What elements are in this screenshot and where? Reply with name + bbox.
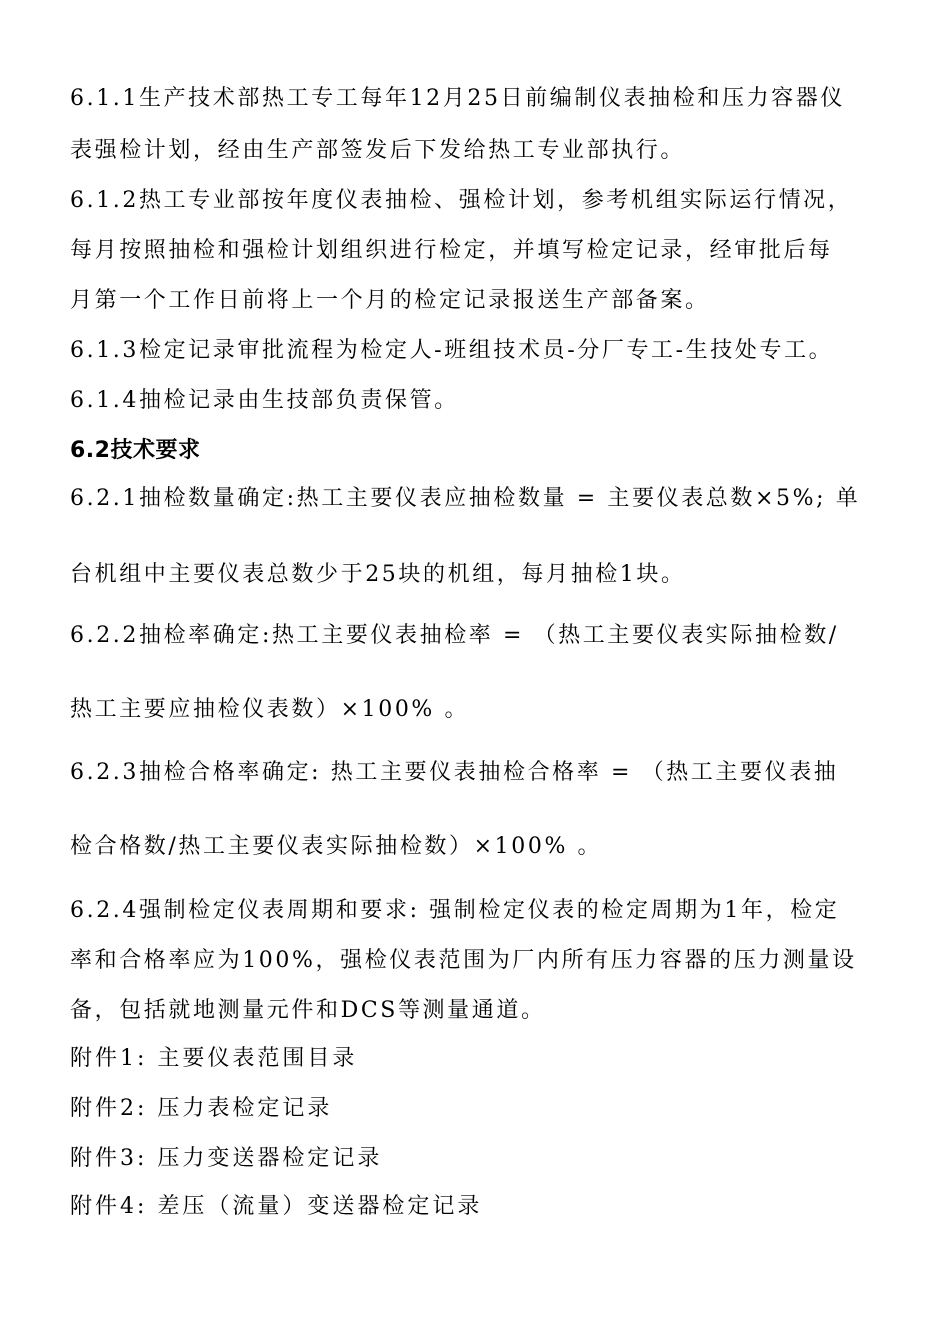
paragraph-6-1-2-line-3: 月第一个工作日前将上一个月的检定记录报送生产部备案。 [70,288,710,313]
section-heading-6-2: 6.2技术要求 [70,438,201,463]
paragraph-6-1-2-line-2: 每月按照抽检和强检计划组织进行检定，并填写检定记录，经审批后每 [70,238,833,263]
attachment-4: 附件4: 差压（流量）变送器检定记录 [70,1194,483,1219]
paragraph-6-1-1-line-1: 6.1.1生产技术部热工专工每年12月25日前编制仪表抽检和压力容器仪 [70,86,845,111]
paragraph-6-2-4-line-3: 备，包括就地测量元件和DCS等测量通道。 [70,998,546,1023]
paragraph-6-1-2-line-1: 6.1.2热工专业部按年度仪表抽检、强检计划，参考机组实际运行情况， [70,188,853,213]
paragraph-6-1-3: 6.1.3检定记录审批流程为检定人-班组技术员-分厂专工-生技处专工。 [70,338,834,363]
paragraph-6-2-3-line-1: 6.2.3抽检合格率确定: 热工主要仪表抽检合格率 = （热工主要仪表抽 [70,760,839,785]
paragraph-6-1-1-line-2: 表强检计划，经由生产部签发后下发给热工专业部执行。 [70,138,686,163]
paragraph-6-2-1-line-1: 6.2.1抽检数量确定:热工主要仪表应抽检数量 = 主要仪表总数×5%; 单 [70,486,861,511]
paragraph-6-2-2-line-1: 6.2.2抽检率确定:热工主要仪表抽检率 = （热工主要仪表实际抽检数/ [70,623,839,648]
paragraph-6-1-4: 6.1.4抽检记录由生技部负责保管。 [70,388,459,413]
attachment-3: 附件3: 压力变送器检定记录 [70,1146,383,1171]
paragraph-6-2-1-line-2: 台机组中主要仪表总数少于25块的机组，每月抽检1块。 [70,562,686,587]
paragraph-6-2-4-line-1: 6.2.4强制检定仪表周期和要求: 强制检定仪表的检定周期为1年，检定 [70,898,840,923]
paragraph-6-2-4-line-2: 率和合格率应为100%，强检仪表范围为厂内所有压力容器的压力测量设 [70,948,857,973]
attachment-1: 附件1: 主要仪表范围目录 [70,1046,358,1071]
paragraph-6-2-3-line-2: 检合格数/热工主要仪表实际抽检数）×100% 。 [70,834,603,859]
attachment-2: 附件2: 压力表检定记录 [70,1096,333,1121]
paragraph-6-2-2-line-2: 热工主要应抽检仪表数）×100% 。 [70,697,470,722]
